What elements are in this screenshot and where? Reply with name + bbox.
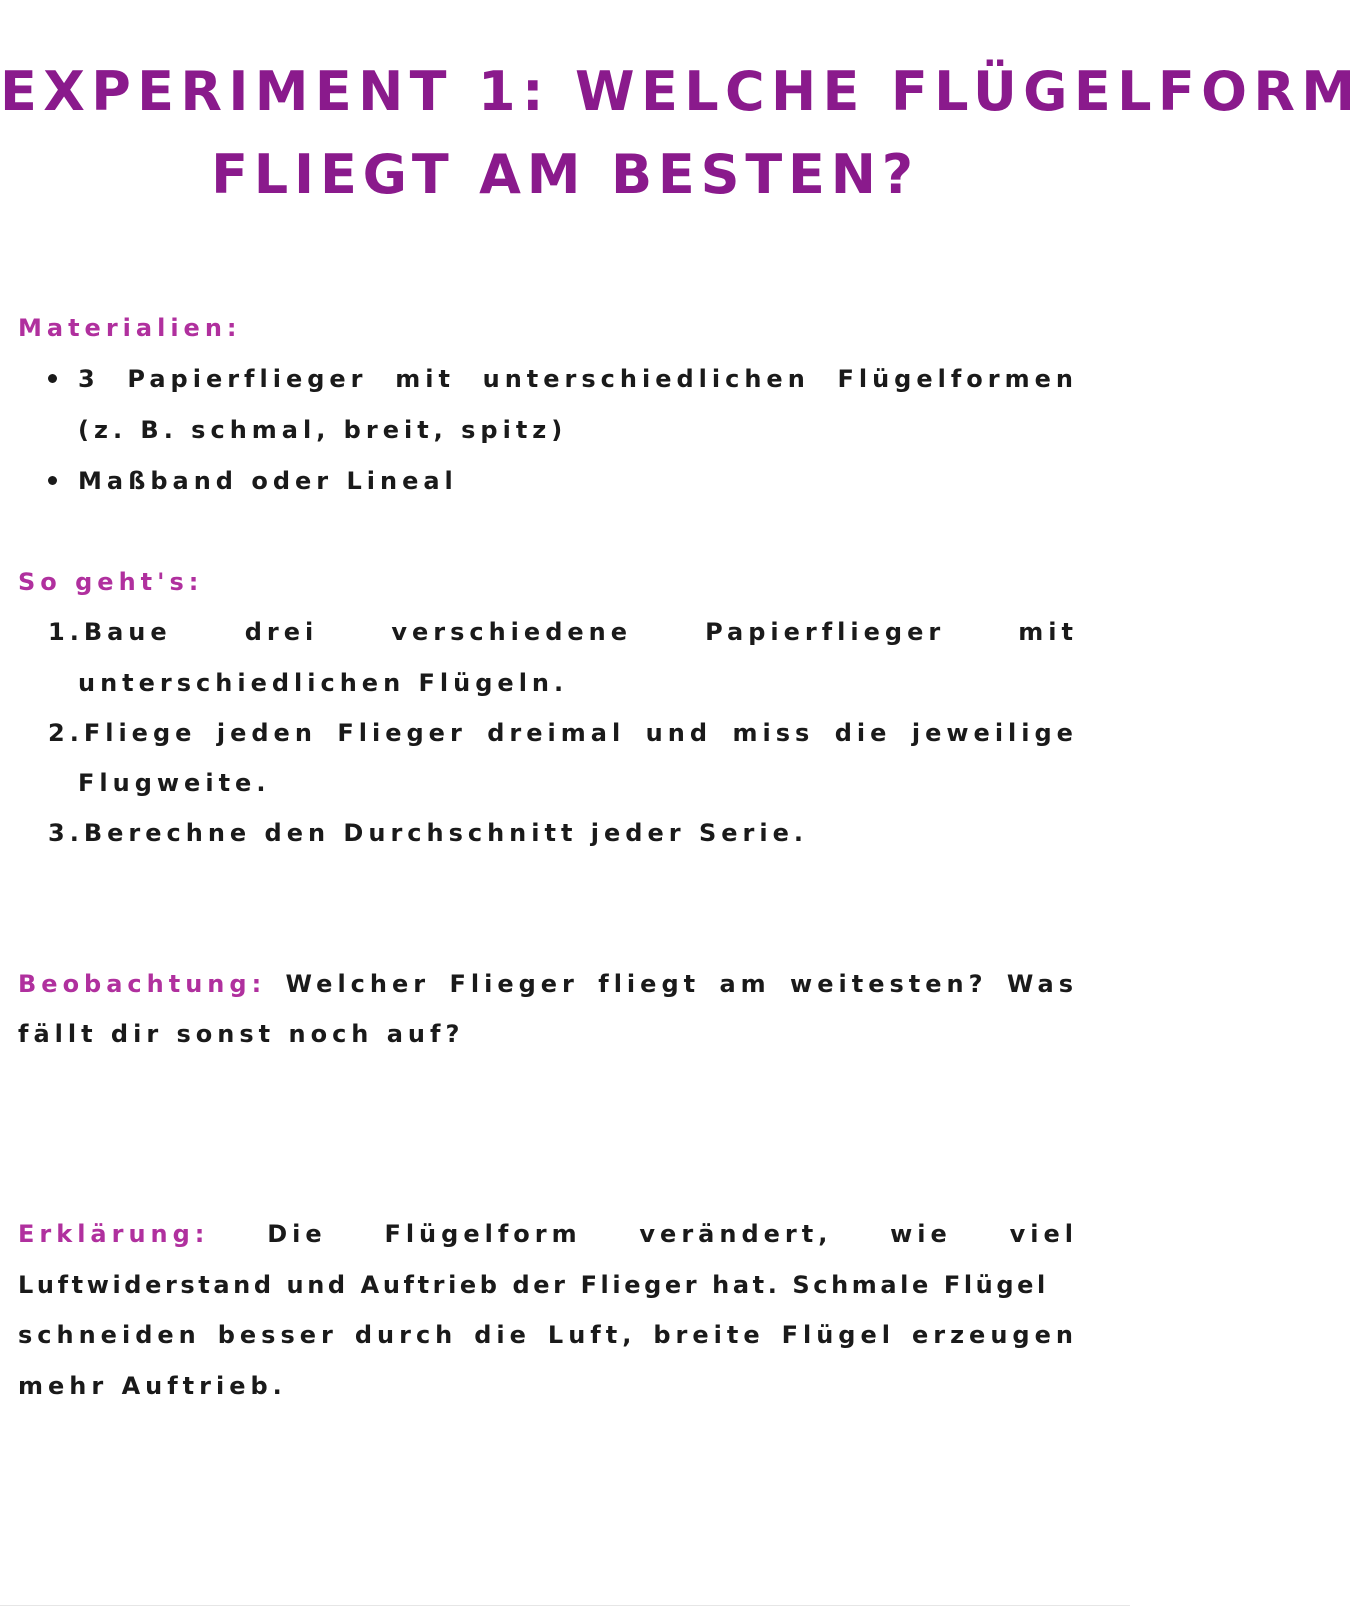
beobachtung-line-1 <box>18 972 1078 996</box>
erklaerung-line-2: Luftwiderstand und Auftrieb der Flieger hat. Schmale Flügel <box>18 1271 1049 1299</box>
word: dreimal <box>487 719 626 747</box>
materialien-item-1-continuation: (z. B. schmal, breit, spitz) <box>78 416 568 444</box>
word: 2.Fliege <box>48 719 197 747</box>
word: Flügelformen <box>837 365 1078 393</box>
word: fliegt <box>598 970 701 998</box>
erklaerung-line-4: mehr Auftrieb. <box>18 1372 287 1400</box>
word: jeweilige <box>911 719 1078 747</box>
word: Flügelform <box>384 1220 582 1248</box>
word: Welcher <box>285 970 431 998</box>
erklaerung-line-1 <box>18 1222 1078 1246</box>
word: 3 <box>78 365 100 393</box>
beobachtung-line-2: fällt dir sonst noch auf? <box>18 1020 465 1048</box>
word: am <box>719 970 771 998</box>
word: erzeugen <box>911 1321 1078 1349</box>
word: Flieger <box>337 719 467 747</box>
word: drei <box>244 618 319 646</box>
word: die <box>834 719 892 747</box>
erklaerung-label: Erklärung: <box>18 1220 210 1248</box>
bullet-icon <box>48 476 57 485</box>
word: Die <box>267 1220 327 1248</box>
word: 1.Baue <box>48 618 172 646</box>
bullet-icon <box>48 374 57 383</box>
word: besser <box>217 1321 338 1349</box>
erklaerung-line-3 <box>18 1323 1078 1347</box>
page-title-line-1: EXPERIMENT 1: WELCHE FLÜGELFORM <box>0 60 1361 123</box>
word: Flieger <box>449 970 579 998</box>
step-2 <box>48 721 1078 745</box>
beobachtung-label: Beobachtung: <box>18 970 267 998</box>
step-3: 3.Berechne den Durchschnitt jeder Serie. <box>48 819 808 847</box>
word: mit <box>1018 618 1078 646</box>
word: mit <box>395 365 455 393</box>
page-title-line-2: FLIEGT AM BESTEN? <box>211 143 919 206</box>
word: Papierflieger <box>705 618 946 646</box>
word: schneiden <box>18 1321 201 1349</box>
word: jeden <box>216 719 317 747</box>
word: breite <box>653 1321 765 1349</box>
word: Flügel <box>781 1321 895 1349</box>
word: verschiedene <box>391 618 633 646</box>
sogehts-heading: So geht's: <box>18 568 204 596</box>
word: verändert, <box>639 1220 833 1248</box>
step-2-continuation: Flugweite. <box>78 769 271 797</box>
materialien-heading: Materialien: <box>18 314 242 342</box>
word: die <box>474 1321 531 1349</box>
materialien-item-1 <box>78 367 1078 391</box>
word: Was <box>1006 970 1078 998</box>
step-1 <box>48 620 1078 644</box>
page-bottom-divider <box>0 1605 1130 1606</box>
word: viel <box>1009 1220 1078 1248</box>
word: durch <box>354 1321 458 1349</box>
word: unterschiedlichen <box>482 365 810 393</box>
word: Papierflieger <box>127 365 368 393</box>
word: Luft, <box>547 1321 637 1349</box>
step-1-continuation: unterschiedlichen Flügeln. <box>78 669 569 697</box>
word: und <box>645 719 712 747</box>
materialien-item-2: Maßband oder Lineal <box>78 467 458 495</box>
word: weitesten? <box>790 970 988 998</box>
word: wie <box>890 1220 952 1248</box>
word: miss <box>732 719 815 747</box>
